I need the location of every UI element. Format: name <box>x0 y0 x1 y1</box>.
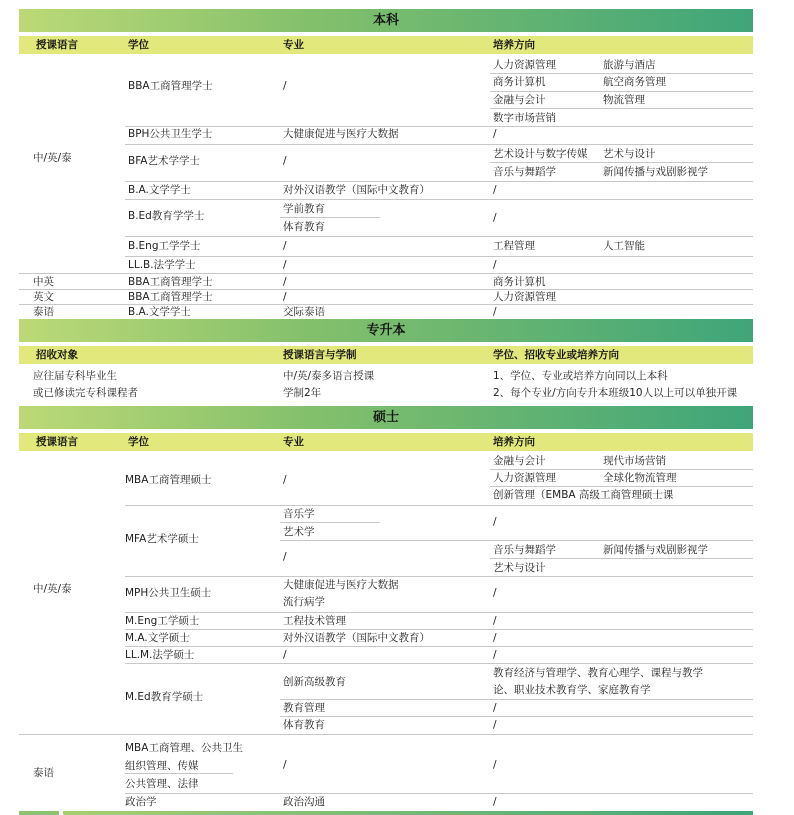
direction-cell: / <box>493 649 497 661</box>
header-major: 专业 <box>283 39 304 51</box>
bottom-accent-bar <box>19 811 59 815</box>
degree-cell: BBA工商管理学士 <box>128 291 213 303</box>
major-cell: 艺术学 <box>283 526 315 538</box>
degree-cell: 政治学 <box>125 796 157 808</box>
degree-cell: M.Eng工学硕士 <box>125 615 200 627</box>
degree-cell: MPH公共卫生硕士 <box>125 587 212 599</box>
row-divider <box>125 144 753 145</box>
lang-cell: 中/英/泰 <box>33 583 72 595</box>
direction-cell: 现代市场营销 <box>603 455 666 467</box>
direction-cell: 金融与会计 <box>493 94 546 106</box>
direction-cell: 数字市场营销 <box>493 112 556 124</box>
row-divider <box>280 716 753 717</box>
direction-cell: 创新管理（EMBA 高级工商管理硕士课 <box>493 489 674 501</box>
degree-cell: M.A.文学硕士 <box>125 632 190 644</box>
direction-cell: 艺术与设计 <box>493 562 546 574</box>
upgrade-header-row <box>19 346 753 364</box>
direction-cell: 航空商务管理 <box>603 76 666 88</box>
direction-cell: 人力资源管理 <box>493 291 556 303</box>
row-divider <box>280 699 753 700</box>
bottom-band <box>63 811 753 815</box>
direction-cell: 人力资源管理 <box>493 472 556 484</box>
direction-cell: / <box>493 719 497 731</box>
direction-cell: / <box>493 259 497 271</box>
header-direction: 培养方向 <box>493 39 535 51</box>
master-title-band: 硕士 <box>19 406 753 429</box>
major-cell: / <box>283 649 287 661</box>
header-degree: 学位 <box>128 39 149 51</box>
major-cell: 大健康促进与医疗大数据 <box>283 128 399 140</box>
master-header-row <box>19 433 753 451</box>
major-cell: 交际泰语 <box>283 306 325 318</box>
major-cell: / <box>283 474 287 486</box>
lang-cell: 中英 <box>33 276 54 288</box>
direction-cell: / <box>493 212 497 224</box>
row-divider <box>125 773 233 774</box>
major-cell: 工程技术管理 <box>283 615 346 627</box>
degree-cell: B.Eng工学学士 <box>128 240 201 252</box>
row-divider <box>125 612 753 613</box>
major-cell: 教育管理 <box>283 702 325 714</box>
degree-cell: M.Ed教育学硕士 <box>125 691 204 703</box>
direction-cell: 人工智能 <box>603 240 645 252</box>
degree-cell: B.A.文学学士 <box>128 184 191 196</box>
header-direction: 培养方向 <box>493 436 535 448</box>
row-divider <box>125 126 753 127</box>
direction-cell: 艺术与设计 <box>603 148 656 160</box>
lang-duration-cell: 学制2年 <box>283 387 322 399</box>
direction-cell: 音乐与舞蹈学 <box>493 166 556 178</box>
lang-cell: 泰语 <box>33 306 54 318</box>
direction-cell: / <box>493 306 497 318</box>
row-divider <box>19 273 753 274</box>
direction-cell: 旅游与酒店 <box>603 59 656 71</box>
direction-cell: / <box>493 796 497 808</box>
row-divider <box>125 236 753 237</box>
note-cell: 1、学位、专业或培养方向同以上本科 <box>493 370 668 382</box>
row-divider <box>490 486 753 487</box>
row-divider <box>490 469 753 470</box>
direction-cell: 物流管理 <box>603 94 645 106</box>
row-divider <box>125 793 753 794</box>
major-cell: 流行病学 <box>283 596 325 608</box>
direction-cell: 新闻传播与戏剧影视学 <box>603 166 708 178</box>
degree-cell: MBA工商管理硕士 <box>125 474 212 486</box>
major-cell: / <box>283 80 287 92</box>
row-divider <box>490 162 753 163</box>
major-cell: / <box>283 155 287 167</box>
lang-duration-cell: 中/英/泰多语言授课 <box>283 370 375 382</box>
direction-cell: 工程管理 <box>493 240 535 252</box>
row-divider <box>280 540 753 541</box>
lang-cell: 英文 <box>33 291 54 303</box>
degree-cell: BBA工商管理学士 <box>128 276 213 288</box>
direction-cell: 新闻传播与戏剧影视学 <box>603 544 708 556</box>
direction-cell: / <box>493 184 497 196</box>
major-cell: 大健康促进与医疗大数据 <box>283 579 399 591</box>
degree-cell: BPH公共卫生学士 <box>128 128 213 140</box>
degree-cell: MFA艺术学硕士 <box>125 533 199 545</box>
direction-cell: 全球化物流管理 <box>603 472 677 484</box>
row-divider <box>280 522 380 523</box>
degree-cell: BBA工商管理学士 <box>128 80 213 92</box>
row-divider <box>125 629 753 630</box>
target-cell: 或已修读完专科课程者 <box>33 387 138 399</box>
row-divider <box>125 646 753 647</box>
direction-cell: / <box>493 587 497 599</box>
header-lang-duration: 授课语言与学制 <box>283 349 357 361</box>
direction-cell: / <box>493 615 497 627</box>
degree-cell: 公共管理、法律 <box>125 778 199 790</box>
degree-cell: LL.B.法学学士 <box>128 259 196 271</box>
degree-cell: B.A.文学学士 <box>128 306 191 318</box>
undergrad-title-band: 本科 <box>19 9 753 32</box>
major-cell: 对外汉语教学（国际中文教育） <box>283 184 430 196</box>
row-divider <box>125 663 753 664</box>
major-cell: / <box>283 276 287 288</box>
major-cell: / <box>283 259 287 271</box>
major-cell: 政治沟通 <box>283 796 325 808</box>
direction-cell: / <box>493 632 497 644</box>
row-divider <box>19 734 753 735</box>
major-cell: / <box>283 291 287 303</box>
major-cell: 体育教育 <box>283 221 325 233</box>
major-cell: / <box>283 240 287 252</box>
major-cell: 创新高级教育 <box>283 676 346 688</box>
header-lang: 授课语言 <box>36 436 78 448</box>
direction-cell: / <box>493 128 497 140</box>
degree-cell: BFA艺术学学士 <box>128 155 200 167</box>
degree-cell: MBA工商管理、公共卫生 <box>125 742 243 754</box>
row-divider <box>125 199 753 200</box>
header-target: 招收对象 <box>36 349 78 361</box>
degree-cell: LL.M.法学硕士 <box>125 649 195 661</box>
upgrade-title-band: 专升本 <box>19 319 753 342</box>
row-divider <box>125 576 753 577</box>
direction-cell: 音乐与舞蹈学 <box>493 544 556 556</box>
row-divider <box>280 217 380 218</box>
row-divider <box>125 181 753 182</box>
direction-cell: / <box>493 759 497 771</box>
major-cell: 对外汉语教学（国际中文教育） <box>283 632 430 644</box>
degree-cell: B.Ed教育学学士 <box>128 210 205 222</box>
row-divider <box>490 91 753 92</box>
direction-cell: 商务计算机 <box>493 276 546 288</box>
target-cell: 应往届专科毕业生 <box>33 370 117 382</box>
row-divider <box>125 505 753 506</box>
header-major: 专业 <box>283 436 304 448</box>
degree-cell: 组织管理、传媒 <box>125 760 199 772</box>
major-cell: / <box>283 551 287 563</box>
row-divider <box>490 108 753 109</box>
major-cell: 体育教育 <box>283 719 325 731</box>
row-divider <box>490 558 753 559</box>
direction-cell: 教育经济与管理学、教育心理学、课程与教学 <box>493 667 703 679</box>
direction-cell: 人力资源管理 <box>493 59 556 71</box>
direction-cell: / <box>493 516 497 528</box>
direction-cell: 论、职业技术教育学、家庭教育学 <box>493 684 651 696</box>
direction-cell: 艺术设计与数字传媒 <box>493 148 588 160</box>
row-divider <box>125 256 753 257</box>
row-divider <box>490 73 753 74</box>
undergrad-header-row <box>19 36 753 54</box>
major-cell: / <box>283 759 287 771</box>
lang-cell: 泰语 <box>33 767 54 779</box>
direction-cell: 商务计算机 <box>493 76 546 88</box>
major-cell: 音乐学 <box>283 508 315 520</box>
major-cell: 学前教育 <box>283 203 325 215</box>
header-degree: 学位 <box>128 436 149 448</box>
lang-cell: 中/英/泰 <box>33 152 72 164</box>
direction-cell: 金融与会计 <box>493 455 546 467</box>
header-degree-direction: 学位、招收专业或培养方向 <box>493 349 619 361</box>
direction-cell: / <box>493 702 497 714</box>
note-cell: 2、每个专业/方向专升本班级10人以上可以单独开课 <box>493 387 738 399</box>
header-lang: 授课语言 <box>36 39 78 51</box>
